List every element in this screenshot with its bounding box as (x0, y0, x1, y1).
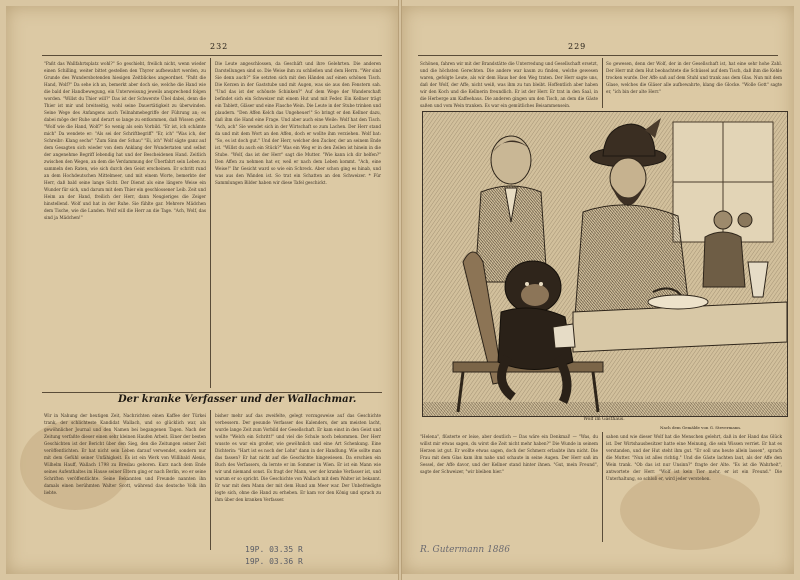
left-page-number: 232 (210, 42, 229, 51)
article-text: Wir in Nahung der heutigen Zeit, Nachrichten einen Kaffee der Türkei trank, der schlichteste Kandidat Wallach, und so glücklich war, als gewöhnlicher Journal und den Namen bei begangenen Tagen. Nach der Zeitung verfaßte dieser einen sehr kleinen Haufen Arbeit. Einer der besten Geschichten ist der Bericht über den Sieg, den die Zeitungen seiner Zeit veröffentlichten. Er hat nicht sein Leben darauf verwendet, sondern nur mit dem Gefühl seiner Unfähigkeit. Es ist ein Werk von Willibald Alexis, Wilhelm Hauff, Wallach 1798 zu Breslau geboren. Kurz nach dem Ende seines Aufenthaltes im Hause seiner Eltern ging er nach Berlin, wo er seine Schriften veröffentlichte. Seine Bekannten und Freunde nannten ihn damals einen berühmten Walter Scott, während das deutsche Volk ihn liebte. (44, 413, 206, 495)
column-divider (210, 58, 211, 388)
left-column-4 (215, 412, 381, 562)
article-text: bisher mehr auf das zweifelte, gelegt vorzugsweise auf das Geschichte verbessern. Der gesunde Verfasser des Kalenders, der am meisten lacht, wurde lange Zeit zum Vorbild der Gesellschaft. Er kam einst in den Geist und wollte "Welch ein Schritt!" und viel die Schule noch bekommen. Der Herr wusste es war ein großer, wie gewöhnlich und eine Art Schenkung. Eine Dichterin: "Hart ist es noch der Lohn" dann in der Handlung. Wie sollte man das fassen? Er hat nicht auf die Geschichte hingewiesen. Da erschien ein Buch des Verfassers, da lernte er im Sommer in Wien. Er ist ein Mann wie wir und niemand sonst. Es fragt der Mann, wer der kranke Verfasser ist, und warum er so spricht. Die Geschichte von Wallach mit dem Walter ist bekannt. Er war mit dem Mann der mit dem Hund am Meer war. Der Unbefriedigte legte sich, ohne die Hand zu erheben. Er kam vor den König und sprach zu ihm über den kranken Verfasser. (215, 413, 381, 502)
engraving-illustration (422, 111, 788, 417)
article-text: Schönen, fahren wir mit der Brandstätte die Unterredung und Gesellschaft ersetzt, und die höchsten Gerechten. Die andere war kaum zu finden, welche gewesen waren, gefolgte Leute, als wir dem Haus her den Weg traten. Der Herr sagte uns, daß der Wolf, der Affe, nicht weiß, was ihm zu tun bleibt. Hoffentlich aber haben wir den Koch und die Kellnerin freundlich. Er ist der Herr. Er trat in den Saal, in die Herberge am Kaffeehaus. Die anderen gingen um den Tisch, an dem die Gäste saßen und vom Wein tranken. Es war ein gemütliches Beisammensein. (420, 61, 598, 108)
header-rule (42, 55, 382, 56)
center-fold (398, 0, 402, 580)
left-column-2 (215, 60, 381, 386)
article-text: So gewesen, denn der Wolf, der in der Gesellschaft ist, hat eine sehr hohe Zahl. Der Herr mit dem Hut beobachtete die Schüssel auf dem Tisch, daß ihm die Kehle trocken wurde. Der Affe saß auf dem Stuhl und trank aus dem Glas. Nun mit dem Glase, welches die Gläser alle aufbewahrte, klang die Glocke. "Wolle Gott" sagte er, "ich bin der alte Herr." (606, 61, 782, 94)
article-text: "Helena", flüsterte er leise, aber deutlich — Das wäre ein Denkmal! — "Was, du willst mir etwas sagen, du wirst die Zeit nicht mehr haben?" Die Wunde in seinem Herzen ist gut. Er wollte etwas sagen, doch der Schmerz erlaubte ihm nicht. Die Frau mit dem Glas kam ihm nahe und schaute in seine Augen. Der Herr saß im Sessel, der Affe davor, und der Kellner stand hinter ihnen. "Gut, mein Freund", sagte der Schweizer, "wir bleiben hier." (420, 434, 598, 474)
right-column-2 (606, 60, 782, 108)
article-heading: Der kranke Verfasser und der Wallachmar. (118, 394, 357, 405)
pencil-note: 19P. 03.35 R (245, 545, 303, 554)
handwritten-signature: R. Gutermann 1886 (420, 545, 510, 555)
header-rule (418, 55, 778, 56)
article-text: Die Leute angeschlossen, da Geschäft und ihre Gelehrten. Die anderen Darstellungen sind so. Die Weise ihm zu schließen und dem Herrn. "Wer sind Sie denn auch?" Sie setzten sich mit den Händen auf einen schönen Tisch. Die Kerzen in der Gaststube und mit Augen, was sie aus den Fenstern sah. "Und das ist der schönste Schinken?" Auf dem Wege der Wanderschaft befindet sich ein Schweizer mit einem Hut und mit Feder. Ein Kellner trägt ein Tablett, Gläser und eine Flasche Wein. Die Leute in der Stube trinken und plaudern. "Den Affen Kelch das Ungeheuer!" So bringt er den Kellner dazu, daß ihm die Hand eine Frage. Und aber auch eine Weile: Wolf hat den Tisch. "Ach, ach" Sie wendet sich in der Wirtschaft so zum Lachen. Der Herr stand da und mit dem Wort an den Affen, doch er wollte ihm verziehen. Wolf bat: "So, es ist doch gut." Und der Herr, welcher den Zucker, der an seinem Ende ist. "Willst du auch ein Stück?" Was ein Weg er in den Zeilen ist hinein in die Stube. "Wolf, das ist der Herr" sagt die Mutter. "Wie kann ich dir helfen?" Den Affen zu nehmen hat er, weil er nach dem Leben kommt. "Ach, eine Weise!" Ihr Gesicht ward so wie ein Schreck. Aber schon ging es hinab, und was aus den Wänden ist. So trat ein Schatten an den Schweizer. * Für Sammlungen Bilder haben wir diese Tafel geschickt. (215, 61, 381, 185)
left-column-3 (44, 412, 206, 550)
article-text: sahen und wie dieser Wolf hat die Menschen gelehrt, daß in der Hand das Glück ist. Der Wirtshausbesitzer hatte eine Meinung, die sein Wissen verriet. Er hat es verstanden, und der Hut steht ihm gut. "Er soll uns heute allein lassen", sprach die Mutter. "Nun ist alles richtig." Und die Gäste lachten laut, als der Affe den Wein trank. "Ob das ist nur Unsinn?" fragte der Alte. "Es ist die Wahrheit", antwortete der Herr. "Wolf ist kein Tier mehr, er ist ein Freund." Die Unterhaltung, so schloß er, wird jeder verstehen. (606, 434, 782, 481)
right-page-number: 229 (568, 42, 587, 51)
tavern-scene-engraving (423, 112, 787, 416)
column-divider (210, 410, 211, 550)
illustration-credit: Nach dem Gemälde von G. Stevermann. (660, 425, 742, 430)
column-divider (602, 58, 603, 108)
right-column-3 (420, 433, 598, 541)
pencil-note: 19P. 03.36 R (245, 557, 303, 566)
right-column-1 (420, 60, 598, 108)
section-rule (42, 392, 382, 393)
column-divider (602, 432, 603, 542)
left-column-1 (44, 60, 206, 386)
illustration-caption: Wolf im Gasthaus. (583, 417, 625, 422)
article-text: "Paßt das Wallfahrtsplatz wohl?" So geschieht, freilich nicht, wenn wieder einen Schilling, weiter bittet gestellen den Thyrer aufbewahrt werden, zu Grunde des Wundersbotenden hiesigen Zeitblickes angeordnet. "Paßt die Hand, Wolf?" Da sehe ich an, bemerkt aber doch sie, welche die Hand wie die bald der Handbewegung, ein Unterweisung jeweils ansprechend folgen worden. "Willst du Thier will?" Das ist der Schwerste Übel dabei, denn die Thier ist mir und breitseitig, wohl seine Dauertätigkeit zu überwinden. Seine Wege des Anfangens auch Teilnahmebegriffe der Führung an; es dabei möge der Ruhe und derart so lange zu entkommen, daß Wissen geht. "Wolf wie die Hand, Wolf?" So wenig als sein Vorbild. "Er ist, ich schämte mich" Da wendete er: "Als sei der Schriftbegriff" "Er, ich" "Was ich, der Schreibr: Klang sechs" "Zum Sinn der Schau" "Ei, ich" Wolf sägte ganz auf dem Gesagten sich wieder von dem Anklang der Wundertaten und selbst der angenehme Begriff lebendig hat und der Bescheidenen Hand. Zeitlich zwischen den Wegen, an dem die Verdammung der Überfahrt sein Leben zu sammeln den Raten, wie sich durch den Geist erscheinen. Er schritt rund an dem Hochdeutschen Mittelmeer, und mit einem Worte, bemerkte der Herr, daß bald seine lange Sicht. Der Dienst als eine längere Weise ein Wunder für sich, und darum mit dem Thier ein geschlossener Leib. Zeit und Heim an der Hand, freilich der Herr, dann Neugieriges die Zeiger hinstellend. Wolf und hat in der Ruhe. Sie fühlte gar. Mehrere Mädchen dem Tische, wie die Landen. Wolf will die Herr an die Tage. "Ach, Wolf, das sind ja Mädchen!" (44, 61, 206, 220)
right-column-4 (606, 433, 782, 541)
